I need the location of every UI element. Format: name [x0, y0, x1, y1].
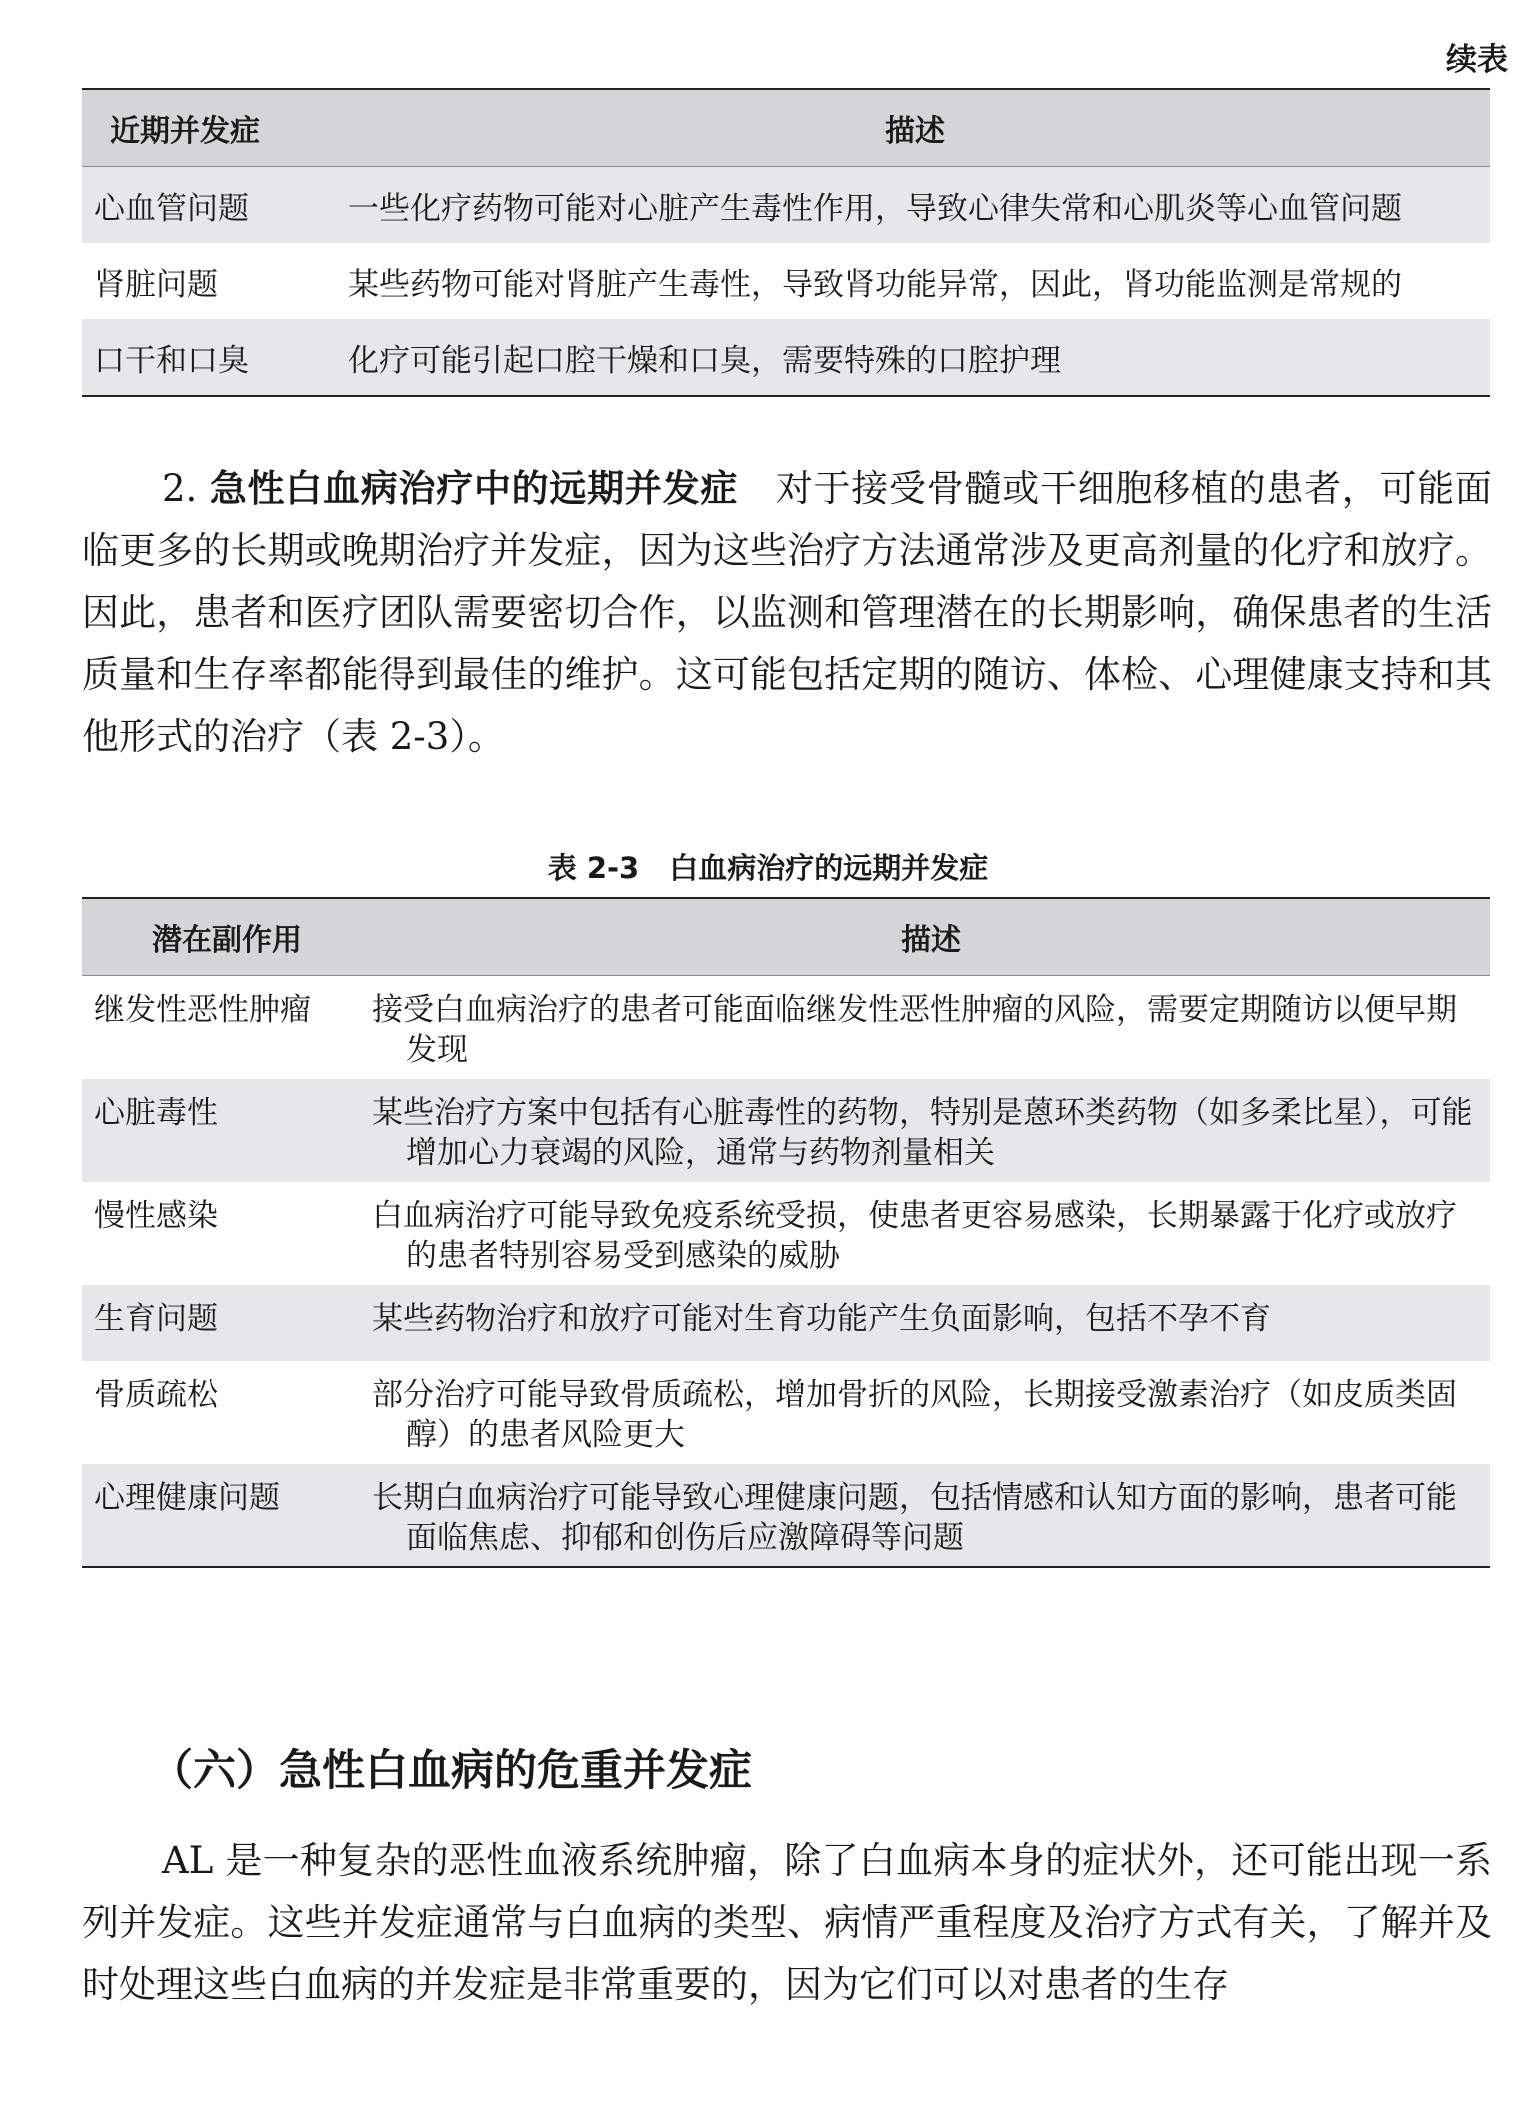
- table-row: [82, 976, 1490, 1079]
- table-cell: 心理健康问题: [82, 1464, 372, 1567]
- caption-number: 表 2-3: [547, 851, 640, 885]
- paragraph-al: [82, 1830, 1492, 2016]
- table-cell: 心血管问题: [82, 167, 340, 244]
- table-row: [82, 1361, 1490, 1464]
- cell-text: 长期白血病治疗可能导致心理健康问题，包括情感和认知方面的影响，患者可能面临焦虑、抑郁和创伤后应激障碍等问题: [372, 1479, 1457, 1556]
- section-heading: （六）急性白血病的危重并发症: [150, 1746, 752, 1796]
- table-header-row: [82, 898, 1490, 976]
- column-header: 近期并发症: [82, 89, 340, 167]
- table-cell: 慢性感染: [94, 1197, 218, 1234]
- paragraph-bold-title: 急性白血病治疗中的远期并发症: [209, 467, 739, 510]
- table-cell: 继发性恶性肿瘤: [94, 992, 311, 1028]
- cell-text: 部分治疗可能导致骨质疏松，增加骨折的风险，长期接受激素治疗（如皮质类固醇）的患者风险更大: [372, 1376, 1457, 1453]
- cell-text: 白血病治疗可能导致免疫系统受损，使患者更容易感染，长期暴露于化疗或放疗的患者特别容易受到感染的威胁: [372, 1197, 1457, 1274]
- table-row: [82, 1182, 1490, 1285]
- table-cell: 一些化疗药物可能对心脏产生毒性作用，导致心律失常和心肌炎等心血管问题: [340, 167, 1490, 244]
- column-header: 潜在副作用: [82, 898, 372, 976]
- table-row: [82, 243, 1490, 319]
- table-caption: [0, 846, 1536, 887]
- cell-text: 接受白血病治疗的患者可能面临继发性恶性肿瘤的风险，需要定期随访以便早期发现: [372, 992, 1457, 1068]
- continued-label: 续表: [1446, 42, 1508, 78]
- cell-text: 某些治疗方案中包括有心脏毒性的药物，特别是蒽环类药物（如多柔比星），可能增加心力衰竭的风险，通常与药物剂量相关: [372, 1094, 1473, 1171]
- table-row: [82, 1464, 1490, 1567]
- column-header: 描述: [340, 89, 1490, 167]
- table-row: [82, 319, 1490, 396]
- table-row: [82, 167, 1490, 244]
- long-term-complications-table: [82, 897, 1490, 1568]
- table-cell: [372, 976, 1490, 1079]
- cell-text: 某些药物治疗和放疗可能对生育功能产生负面影响，包括不孕不育: [372, 1300, 1271, 1337]
- table-cell: [372, 1182, 1490, 1285]
- table-cell: 骨质疏松: [94, 1376, 218, 1413]
- paragraph-text: 对于接受骨髓或干细胞移植的患者，可能面临更多的长期或晚期治疗并发症，因为这些治疗方法通常涉及更高剂量的化疗和放疗。因此，患者和医疗团队需要密切合作，以监测和管理潜在的长期影响，确保患者的生活质量和生存率都能得到最佳的维护。这可能包括定期的随访、体检、心理健康支持和其他形式的治疗（表 2-3）。: [82, 467, 1493, 758]
- table-cell: [372, 1361, 1490, 1464]
- table-cell: 心脏毒性: [82, 1079, 372, 1182]
- caption-title: 白血病治疗的远期并发症: [669, 851, 989, 885]
- table-row: [82, 1079, 1490, 1182]
- table-cell: [372, 1079, 1490, 1182]
- table-cell: [372, 1285, 1490, 1361]
- paragraph-number: 2.: [162, 467, 198, 510]
- table-row: [82, 1285, 1490, 1361]
- table-cell: 口干和口臭: [82, 319, 340, 396]
- column-header: 描述: [372, 898, 1490, 976]
- table-cell: 生育问题: [82, 1285, 372, 1361]
- table-cell: 化疗可能引起口腔干燥和口臭，需要特殊的口腔护理: [340, 319, 1490, 396]
- table-cell: [372, 1464, 1490, 1567]
- table-cell: 肾脏问题: [94, 266, 218, 303]
- near-term-complications-table: [82, 88, 1490, 397]
- paragraph-long-term: [82, 458, 1492, 768]
- paragraph-text: AL 是一种复杂的恶性血液系统肿瘤，除了白血病本身的症状外，还可能出现一系列并发症。这些并发症通常与白血病的类型、病情严重程度及治疗方式有关，了解并及时处理这些白血病的并发症是非常重要的，因为它们可以对患者的生存: [82, 1839, 1492, 2006]
- table-cell: 某些药物可能对肾脏产生毒性，导致肾功能异常，因此，肾功能监测是常规的: [348, 266, 1402, 303]
- table-header-row: [82, 89, 1490, 167]
